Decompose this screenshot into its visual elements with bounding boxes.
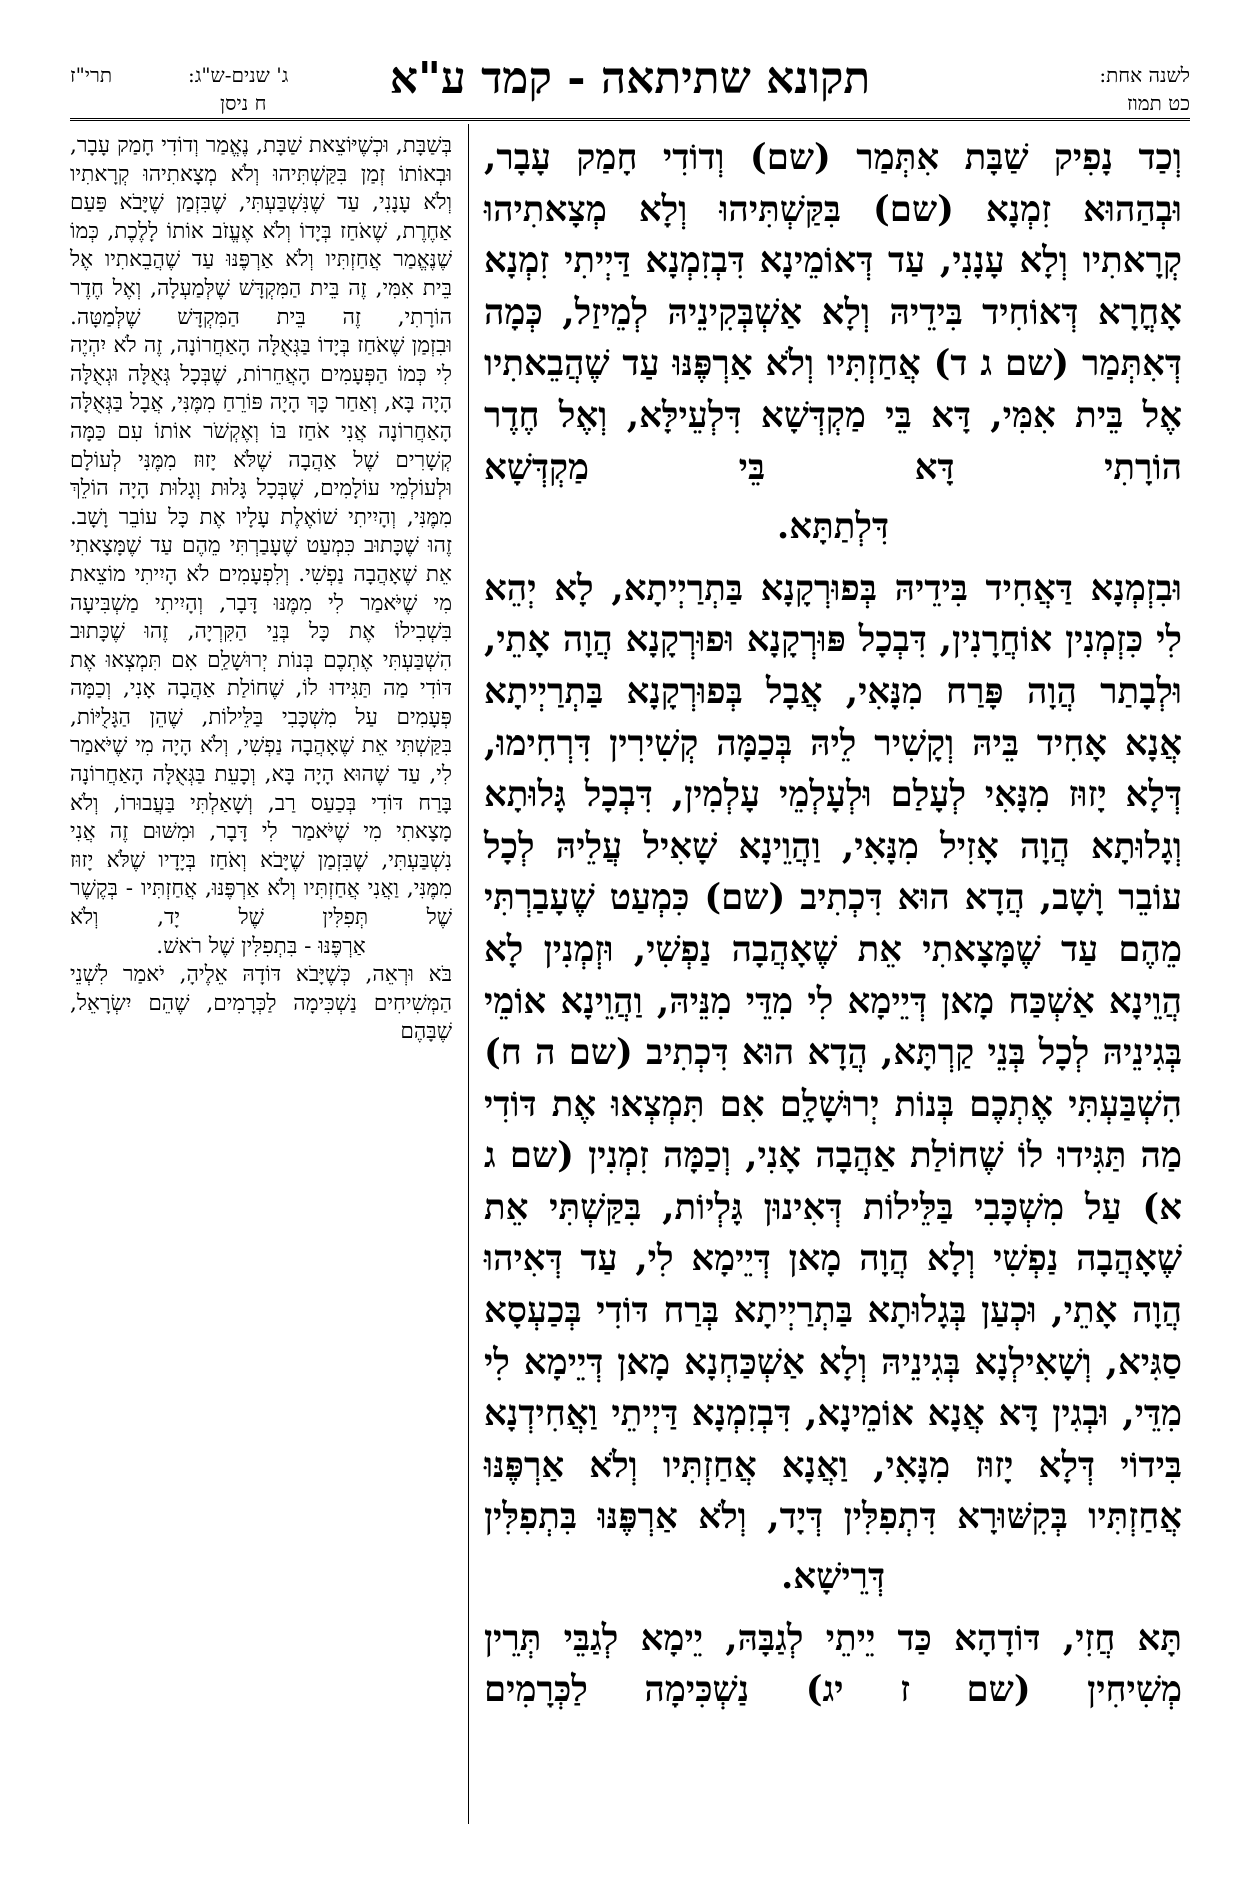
main-paragraph-2-end: דְּרֵישָׁא.	[780, 1556, 886, 1598]
main-paragraph-3: תָּא חֲזִי, דּוֹדָהָא כַּד יֵיתֵי לְגַבָּהּ, יֵימָא לְגַבֵּי תְּרֵין מְשִׁיחִין (שם ז יג) נַשְׁכִּימָה לַכְּרָמִים	[484, 1617, 1182, 1711]
side-paragraph-2: וּבִזְמַן שֶׁאֹחַז בְּיָדוֹ בַּגְּאֻלָּה הָאַחֲרוֹנָה, זֶה לֹא יִהְיֶה לִי כְּמוֹ הַפְּעָמִים הָאֲחֵרוֹת, שֶׁבְּכָל גְּאֻלָּה וּגְאֻלָּה הָיָה בָּא, וְאַחַר כָּךְ הָיָה פּוֹרֵחַ מִמֶּנִּי, אֲבָל בַּגְּאֻלָּה הָאַחֲרוֹנָה אֲנִי אֹחַז בּוֹ וְאֶקְשֹׁר אוֹתוֹ עִם כַּמָּה קְשָׁרִים שֶׁל אַהֲבָה שֶׁלֹּא יָזוּז מִמֶּנִּי לְעוֹלָם וּלְעוֹלְמֵי עוֹלָמִים, שֶׁבְּכָל גָּלוּת וְגָלוּת הָיָה הוֹלֵךְ מִמֶּנִּי, וְהָיִיתִי שׁוֹאֶלֶת עָלָיו אֶת כָּל עוֹבֵר וָשָׁב. זֶהוּ שֶׁכָּתוּב כִּמְעַט שֶׁעָבַרְתִּי מֵהֶם עַד שֶׁמָּצָאתִי אֵת שֶׁאָהֲבָה נַפְשִׁי. וְלִפְעָמִים לֹא הָיִיתִי מוֹצֵאת מִי שֶׁיֹּאמַר לִי מִמֶּנּוּ דָּבָר, וְהָיִיתִי מַשְׁבִּיעָה בִּשְׁבִילוֹ אֶת כָּל בְּנֵי הַקִּרְיָה, זֶהוּ שֶׁכָּתוּב הִשְׁבַּעְתִּי אֶתְכֶם בְּנוֹת יְרוּשָׁלִַם אִם תִּמְצְאוּ אֶת דּוֹדִי מַה תַּגִּידוּ לוֹ, שֶׁחוֹלַת אַהֲבָה אָנִי, וְכַמָּה פְּעָמִים עַל מִשְׁכָּבִי בַּלֵּילוֹת, שֶׁהֵן הַגָּלֻיּוֹת, בִּקַּשְׁתִּי אֵת שֶׁאָהֲבָה נַפְשִׁי, וְלֹא הָיָה מִי שֶׁיֹּאמַר לִי, עַד שֶׁהוּא הָיָה בָּא, וְכָעֵת בַּגְּאֻלָּה הָאַחֲרוֹנָה בָּרַח דּוֹדִי בְּכַעַס רַב, וְשָׁאַלְתִּי בַּעֲבוּרוֹ, וְלֹא מָצָאתִי מִי שֶׁיֹּאמַר לִי דָּבָר, וּמִשּׁוּם זֶה אֲנִי נִשְׁבַּעְתִּי, שֶׁבִּזְמַן שֶׁיָּבֹא וְאֹחַז בְּיָדָיו שֶׁלֹּא יָזוּז מִמֶּנִּי, וַאֲנִי אֲחַזְתִּיו וְלֹא אַרְפֶּנּוּ, אֲחַזְתִּיו - בְּקֶשֶׁר שֶׁל תְּפִלִּין שֶׁל יָד, וְלֹא	[70, 333, 452, 931]
header-three-year-date: ח ניסן	[220, 91, 267, 115]
header-divider	[70, 118, 1190, 121]
main-paragraph-1-end: דִּלְתַתָּא.	[776, 506, 890, 548]
side-paragraph-3: בֹּא וּרְאֵה, כְּשֶׁיָּבֹא דּוֹדָהּ אֵלֶיהָ, יֹאמַר לִשְׁנֵי הַמְּשִׁיחִים נַשְׁכִּימָה לַכְּרָמִים, שֶׁהֵם יִשְׂרָאֵל, שֶׁבָּהֶם	[70, 962, 452, 1045]
main-paragraph-2: וּבִזְמְנָא דַּאֲחִיד בִּידֵיהּ בְּפוּרְקָנָא בַּתְרַיְיתָא, לָא יְהֵא לִי כִּזְמְנִין אוֹחֲרָנִין, דִּבְכָל פּוּרְקָנָא וּפוּרְקָנָא הֲוָה אָתֵי, וּלְבָתַר הֲוָה פָּרַח מִנָּאִי, אֲבָל בְּפוּרְקָנָא בַּתְרַיְיתָא אֲנָא אָחִיד בֵּיהּ וְקָשִׁיר לֵיהּ בְּכַמָּה קְשִׁירִין דִּרְחִימוּ, דְּלָא יָזוּז מִנָּאִי לְעָלַם וּלְעָלְמֵי עָלְמִין, דִּבְכָל גָּלוּתָא וְגָלוּתָא הֲוָה אָזִיל מִנָּאִי, וַהֲוֵינָא שָׁאִיל עֲלֵיהּ לְכָל עוֹבֵר וָשָׁב, הֲדָא הוּא דִּכְתִיב (שם) כִּמְעַט שֶׁעָבַרְתִּי מֵהֶם עַד שֶׁמָּצָאתִי אֵת שֶׁאָהֲבָה נַפְשִׁי, וּזְמְנִין לָא הֲוֵינָא אַשְׁכַּח מָאן דְּיֵימָא לִי מִדֵּי מִנֵּיהּ, וַהֲוֵינָא אוֹמֵי בְּגִינֵיהּ לְכָל בְּנֵי קַרְתָּא, הֲדָא הוּא דִּכְתִיב (שם ה ח) הִשְׁבַּעְתִּי אֶתְכֶם בְּנוֹת יְרוּשָׁלִָם אִם תִּמְצְאוּ אֶת דּוֹדִי מַה תַּגִּידוּ לוֹ שֶׁחוֹלַת אַהֲבָה אָנִי, וְכַמָּה זִמְנִין (שם ג א) עַל מִשְׁכָּבִי בַּלֵּילוֹת דְּאִינוּן גָּלְיוֹת, בִּקַּשְׁתִּי אֵת שֶׁאָהֲבָה נַפְשִׁי וְלָא הֲוָה מָאן דְּיֵימָא לִי, עַד דְּאִיהוּ הֲוָה אָתֵי, וּכְעַן בְּגָלוּתָא בַּתְרַיְיתָא בְּרַח דּוֹדִי בְּכַעְסָא סַגִּיא, וְשָׁאִילְנָא בְּגִינֵיהּ וְלָא אַשְׁכַּחְנָא מָאן דְּיֵימָא לִי מִדֵּי, וּבְגִין דָּא אֲנָא אוֹמֵינָא, דִּבְזִמְנָא דַּיְיתֵי וַאֲחִידְנָא בִּידוֹי דְּלָא יָזוּז מִנָּאִי, וַאֲנָא אֲחַזְתִּיו וְלֹא אַרְפֶּנּוּ אֲחַזְתִּיו בְּקִשּׁוּרָא דִּתְפִלִּין דְּיָד, וְלֹא אַרְפֶּנּוּ בִּתְפִלִּין	[484, 567, 1182, 1538]
header-one-year-date: כט תמוז	[1127, 91, 1190, 115]
header-one-year-label: לשנה אחת:	[1099, 63, 1190, 87]
header-year: תרי"ז	[70, 63, 113, 87]
side-paragraph-1: בְּשַׁבָּת, וּכְשֶׁיּוֹצֵאת שַׁבָּת, נֶאֱמַר וְדוֹדִי חָמַק עָבָר, וּבְאוֹתוֹ זְמַן בִּקַּשְׁתִּיהוּ וְלֹא מְצָאתִיהוּ קְרָאתִיו וְלֹא עָנָנִי, עַד שֶׁנִּשְׁבַּעְתִּי, שֶׁבִּזְמַן שֶׁיָּבֹא פַּעַם אַחֶרֶת, שֶׁאֹחַז בְּיָדוֹ וְלֹא אֶעֱזֹב אוֹתוֹ לָלֶכֶת, כְּמוֹ שֶׁנֶּאֱמַר אֲחַזְתִּיו וְלֹא אַרְפֶּנּוּ עַד שֶׁהֲבֵאתִיו אֶל בֵּית אִמִּי, זֶה בֵּית הַמִּקְדָּשׁ שֶׁלְּמַעְלָה, וְאֶל חֶדֶר הוֹרָתִי, זֶה בֵּית הַמִּקְדָּשׁ שֶׁלְּמַטָּה.	[70, 133, 452, 330]
page-header	[70, 55, 1190, 115]
header-three-year-schedule	[70, 61, 370, 121]
header-three-year-label: ג' שנים-ש"ג:	[188, 63, 289, 87]
main-aramaic-column	[484, 132, 1182, 1724]
column-divider	[468, 124, 469, 1824]
side-paragraph-2-end: אַרְפֶּנּוּ - בִּתְפִלִּין שֶׁל רֹאשׁ.	[156, 933, 366, 959]
main-paragraph-1: וְכַד נָפִיק שַׁבָּת אִתְּמַר (שם) וְדוֹדִי חָמַק עָבָר, וּבְהַהוּא זִמְנָא (שם) בִּקַּשְׁתִּיהוּ וְלָא מְצָאתִיהוּ קְרָאתִיו וְלָא עָנָנִי, עַד דְּאוֹמֵינָא דִּבְזִמְנָא דַּיְיתִי זִמְנָא אָחֳרָא דְּאוֹחִיד בִּידֵיהּ וְלָא אַשְׁבְּקִינֵיהּ לְמֵיזַל, כְּמָה דְּאִתְּמַר (שם ג ד) אֲחַזְתִּיו וְלֹא אַרְפֶּנּוּ עַד שֶׁהֲבֵאתִיו אֶל בֵּית אִמִּי, דָּא בֵּי מַקְדְּשָׁא דִּלְעֵילָּא, וְאֶל חֶדֶר הוֹרָתִי דָּא בֵּי מַקְדְּשָׁא	[484, 137, 1182, 488]
page-title: תקונא שתיתאה - קמד ע"א	[389, 53, 871, 104]
hebrew-translation-column	[70, 132, 452, 1047]
